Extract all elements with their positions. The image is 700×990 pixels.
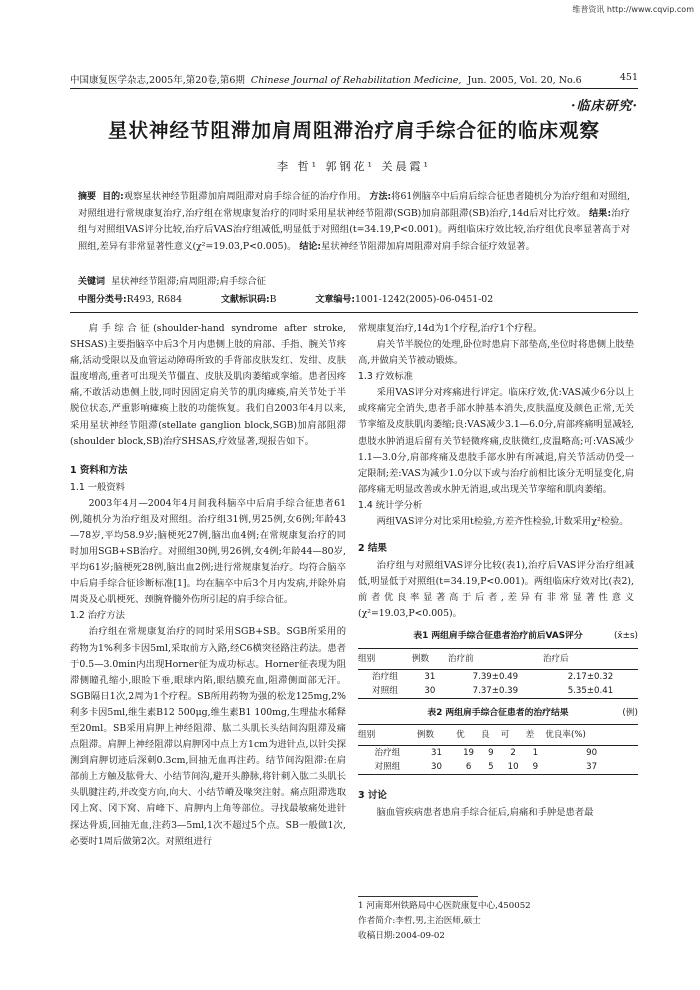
- treatment-method-paragraph: 治疗组在常规康复治疗的同时采用SGB+SB。SGB所采用的药物为1%利多卡因5ml,采取前方入路,经C6横突径路注药法。患者于0.5—3.0min内出现Horner征为成功标志。Horner征表现为阻滞侧瞳孔缩小,眼睑下垂,眼球内陷,眼结膜充血,阻滞侧面部无汗。SGB隔日1次,2周为1个疗程。SB所用药物为强的松龙125mg,2%利多卡因5ml,维生素B12 500μg,维生素B1 100mg,生理盐水稀释至20ml。SB采用肩胛上神经阻滞、肱二头肌长头结间沟阻滞及痛点阻滞。肩胛上神经阻滞以肩胛冈中点上方1cm为进针点,以针尖探测到肩胛切迹后深刺0.3cm,回抽无血再注药。结节间沟阻滞:在肩部前上方触及肱骨大、小结节间沟,避开头静脉,将针刺入肱二头肌长头肌腱注药,并改变方向,向大、小结节嵴及喙突注射。痛点阻滞选取冈上窝、冈下窝、肩峰下、肩胛内上角等部位。寻找最敏痛处进针探达骨质,回抽无血,注药3—5ml,1次不超过5个点。SB一般做1次,必要时1周后做第2次。对照组进行: [70, 626, 346, 847]
- table-cell: 1: [532, 747, 539, 758]
- intro-paragraph: 肩手综合征(shoulder-hand syndrome after stroke, SHSAS)主要指脑卒中后3个月内患侧上肢的肩部、手指、腕关节疼痛,活动受限以及血管运动障碍所致的手背部皮肤发红、发绀、皮肤温度增高,重者可出现关节僵直、皮肤及肌肉萎缩或挛缩。患者因疼痛,不敢活动患侧上肢,同时因固定肩关节的肌肉瘫痪,肩关节处于半脱位状态,严重影响瘫痪上肢的功能恢复。我们自2003年4月以来,采用星状神经节阻滞(stellate ganglion block,SGB)加肩部阻滞(shoulder block,SB)治疗SHSAS,疗效显著,现报告如下。: [70, 323, 346, 447]
- clc-value: R493, R684: [126, 294, 183, 305]
- subluxation-care-paragraph: 肩关节半脱位的处理,卧位时患肩下部垫高,坐位时将患侧上肢垫高,并做肩关节被动锻炼。: [358, 339, 634, 367]
- table-1-header: 例数: [412, 648, 448, 669]
- left-column: [70, 321, 346, 850]
- footnote-received: 收稿日期:2004-09-02: [358, 931, 445, 941]
- efficacy-criteria-paragraph: 采用VAS评分对疼痛进行评定。临床疗效,优:VAS减少6分以上或疼痛完全消失,患者手部水肿基本消失,皮肤温度及颜色正常,无关节挛缩及皮肤肌肉萎缩;良:VAS减少3.1—6.0分,肩部疼痛明显减轻,患肢水肿消退后留有关节轻微疼痛,皮肤微红,皮温略高;可:VAS减少1.1—3.0分,肩部疼痛及患肢手部水肿有所减退,肩关节活动仍受一定限制;差:VAS为减少1.0分以下或与治疗前相比该分无明显变化,肩部疼痛无明显改善或水肿无消退,或出现关节挛缩和肌肉萎缩。: [358, 387, 634, 495]
- table-cell: 6: [456, 760, 481, 775]
- table-2-unit: (例): [622, 707, 638, 718]
- table-2-title: 表2 两组肩手综合征患者的治疗结果: [427, 707, 569, 718]
- table-1-grid: [358, 648, 638, 699]
- discussion-paragraph: 脑血管疾病患者患肩手综合征后,肩痛和手肿是患者最: [376, 806, 594, 818]
- statistics-paragraph: 两组VAS评分对比采用t检验,方差齐性检验,计数采用χ²检验。: [376, 515, 629, 527]
- footnote-author-intro: 作者简介:李哲,男,主治医师,硕士: [358, 916, 481, 926]
- treatment-continued: 常规康复治疗,14d为1个疗程,治疗1个疗程。: [358, 323, 543, 334]
- right-column: [358, 321, 638, 821]
- table-cell: 对照组: [358, 684, 412, 699]
- table-1-caption: [358, 628, 638, 644]
- keywords-text: 星状神经节阻滞;肩周阻滞;肩手综合征: [110, 276, 266, 287]
- table-cell: 治疗组: [374, 747, 401, 758]
- running-head-cn: 中国康复医学杂志,2005年,第20卷,第6期: [70, 75, 245, 86]
- heading-general-data: 1.1 一般资料: [70, 481, 125, 493]
- table-1-header: 治疗前: [448, 648, 543, 669]
- table-row: [358, 684, 638, 699]
- running-head-journal: Chinese Journal of Rehabilitation Medicine,: [250, 75, 462, 86]
- article-title: 星状神经节阻滞加肩周阻滞治疗肩手综合征的临床观察: [107, 119, 600, 142]
- heading-efficacy-criteria: 1.3 疗效标准: [358, 371, 413, 383]
- results-paragraph: 治疗组与对照组VAS评分比较(表1),治疗后VAS评分治疗组减低,明显低于对照组(t=34.19,P<0.001)。两组临床疗效对比(表2),前者优良率显著高于后者,差异有非常显著性意义(χ²=19.03,P<0.005)。: [358, 560, 634, 620]
- table-cell: 31: [430, 747, 442, 758]
- heading-treatment-method: 1.2 治疗方法: [70, 610, 125, 622]
- abstract: [78, 189, 630, 255]
- footnote-rule: [358, 896, 478, 897]
- article-meta: [78, 292, 630, 305]
- table-cell: 5.35±0.41: [543, 684, 638, 699]
- heading-results: 2 结果: [358, 543, 387, 555]
- table-2-header: 差: [526, 724, 546, 745]
- table-row: [358, 669, 638, 684]
- doc-value: B: [269, 294, 277, 305]
- table-cell: 90: [586, 747, 598, 758]
- conclusion-label: 结论:: [299, 241, 322, 252]
- general-data-paragraph: 2003年4月—2004年4月间我科脑卒中后肩手综合征患者61例,随机分为治疗组及对照组。治疗组31例,男25例,女6例;年龄43—78岁,平均58.9岁;脑梗死27例,脑出血4例;在常规康复治疗的同时加用SGB+SB治疗。对照组30例,男26例,女4例;年龄44—80岁,平均61岁;脑梗死28例,脑出血2例;进行常规康复治疗。均符合脑卒中后肩手综合征诊断标准[1]。均在脑卒中后3个月内发病,并除外肩周炎及心肌梗死、颈腕脊髓外伤所引起的肩手综合征。: [70, 497, 346, 606]
- table-2: [358, 705, 638, 775]
- table-cell: 19: [463, 747, 475, 758]
- table-1-header: 治疗后: [543, 648, 638, 669]
- clc-label: 中图分类号:: [78, 295, 127, 305]
- abstract-label: 摘要: [78, 192, 97, 202]
- table-row: [358, 745, 638, 760]
- table-2-header: 优: [456, 724, 481, 745]
- table-1-title: 表1 两组肩手综合征患者治疗前后VAS评分: [413, 631, 583, 642]
- objective-text: 观察星状神经节阻滞加肩周阻滞对肩手综合征的治疗作用。: [123, 191, 367, 202]
- table-cell: 9: [526, 760, 546, 775]
- table-cell: 2: [510, 747, 516, 758]
- table-2-grid: [358, 724, 638, 775]
- heading-statistics: 1.4 统计学分析: [358, 499, 423, 511]
- table-cell: 9: [488, 747, 494, 758]
- table-cell: 治疗组: [372, 671, 398, 682]
- abstract-rule: [70, 312, 638, 313]
- watermark: 维普资讯 http://www.cqvip.com: [572, 5, 694, 14]
- table-2-header: 例数: [417, 724, 456, 745]
- table-cell: 对照组: [358, 760, 417, 775]
- doc-label: 文献标识码:: [220, 295, 270, 305]
- table-row: [358, 760, 638, 775]
- conclusion-text: 星状神经节阻滞加肩周阻滞对肩手综合征疗效显著。: [321, 240, 535, 252]
- objective-label: 目的:: [102, 192, 124, 202]
- page-number: 451: [619, 72, 638, 83]
- footnote: [358, 899, 634, 944]
- table-cell: 10: [501, 760, 526, 775]
- method-text: 将61例脑卒中后肩后综合征患者随机分为治疗组和对照组,对照组进行常规康复治疗,治疗组在常规康复治疗的同时采用星状神经节阻滞(SGB)加肩部阻滞(SB)治疗,14d后对比疗效。: [78, 191, 630, 219]
- article-id-value: 1001-1242(2005)-06-0451-02: [355, 294, 494, 305]
- header-rule: [70, 88, 638, 89]
- running-head-issue: Jun. 2005, Vol. 20, No.6: [467, 75, 582, 86]
- table-cell: 7.37±0.39: [448, 684, 543, 699]
- table-cell: 31: [424, 671, 436, 682]
- table-cell: 30: [412, 684, 448, 699]
- table-1: [358, 628, 638, 698]
- table-cell: 30: [417, 760, 456, 775]
- table-cell: 37: [545, 760, 638, 775]
- result-text: 治疗组与对照组VAS评分比较,治疗后VAS治疗组减低,明显低于对照组(t=34.19,P<0.001)。两组临床疗效比较,治疗组优良率显著高于对照组,差异有非常显著性意义(χ²=19.03,P<0.005)。: [78, 207, 630, 252]
- keywords-label: 关键词: [78, 277, 106, 287]
- table-1-unit: (x̄±s): [613, 631, 638, 642]
- table-2-header: 组别: [358, 724, 417, 745]
- section-tag: ·临床研究·: [570, 99, 638, 114]
- table-cell: 2.17±0.32: [567, 671, 614, 682]
- article-id-label: 文章编号:: [315, 295, 356, 305]
- table-1-header: 组别: [358, 648, 412, 669]
- table-2-header: 优良率(%): [545, 724, 638, 745]
- heading-materials-methods: 1 资料和方法: [70, 464, 128, 476]
- footnote-affiliation: 1 河南郑州铁路局中心医院康复中心,450052: [358, 901, 531, 911]
- heading-discussion: 3 讨论: [358, 789, 387, 801]
- table-2-header: 良: [481, 724, 501, 745]
- table-2-header: 可: [501, 724, 526, 745]
- table-cell: 7.39±0.49: [472, 671, 519, 682]
- method-label: 方法:: [369, 192, 392, 202]
- result-label: 结果:: [589, 208, 612, 219]
- keywords: [78, 273, 630, 287]
- authors: 李 哲¹ 郭钢花¹ 关晨霞¹: [277, 160, 431, 173]
- table-2-caption: [358, 705, 638, 721]
- table-cell: 5: [481, 760, 501, 775]
- running-head: [70, 72, 638, 86]
